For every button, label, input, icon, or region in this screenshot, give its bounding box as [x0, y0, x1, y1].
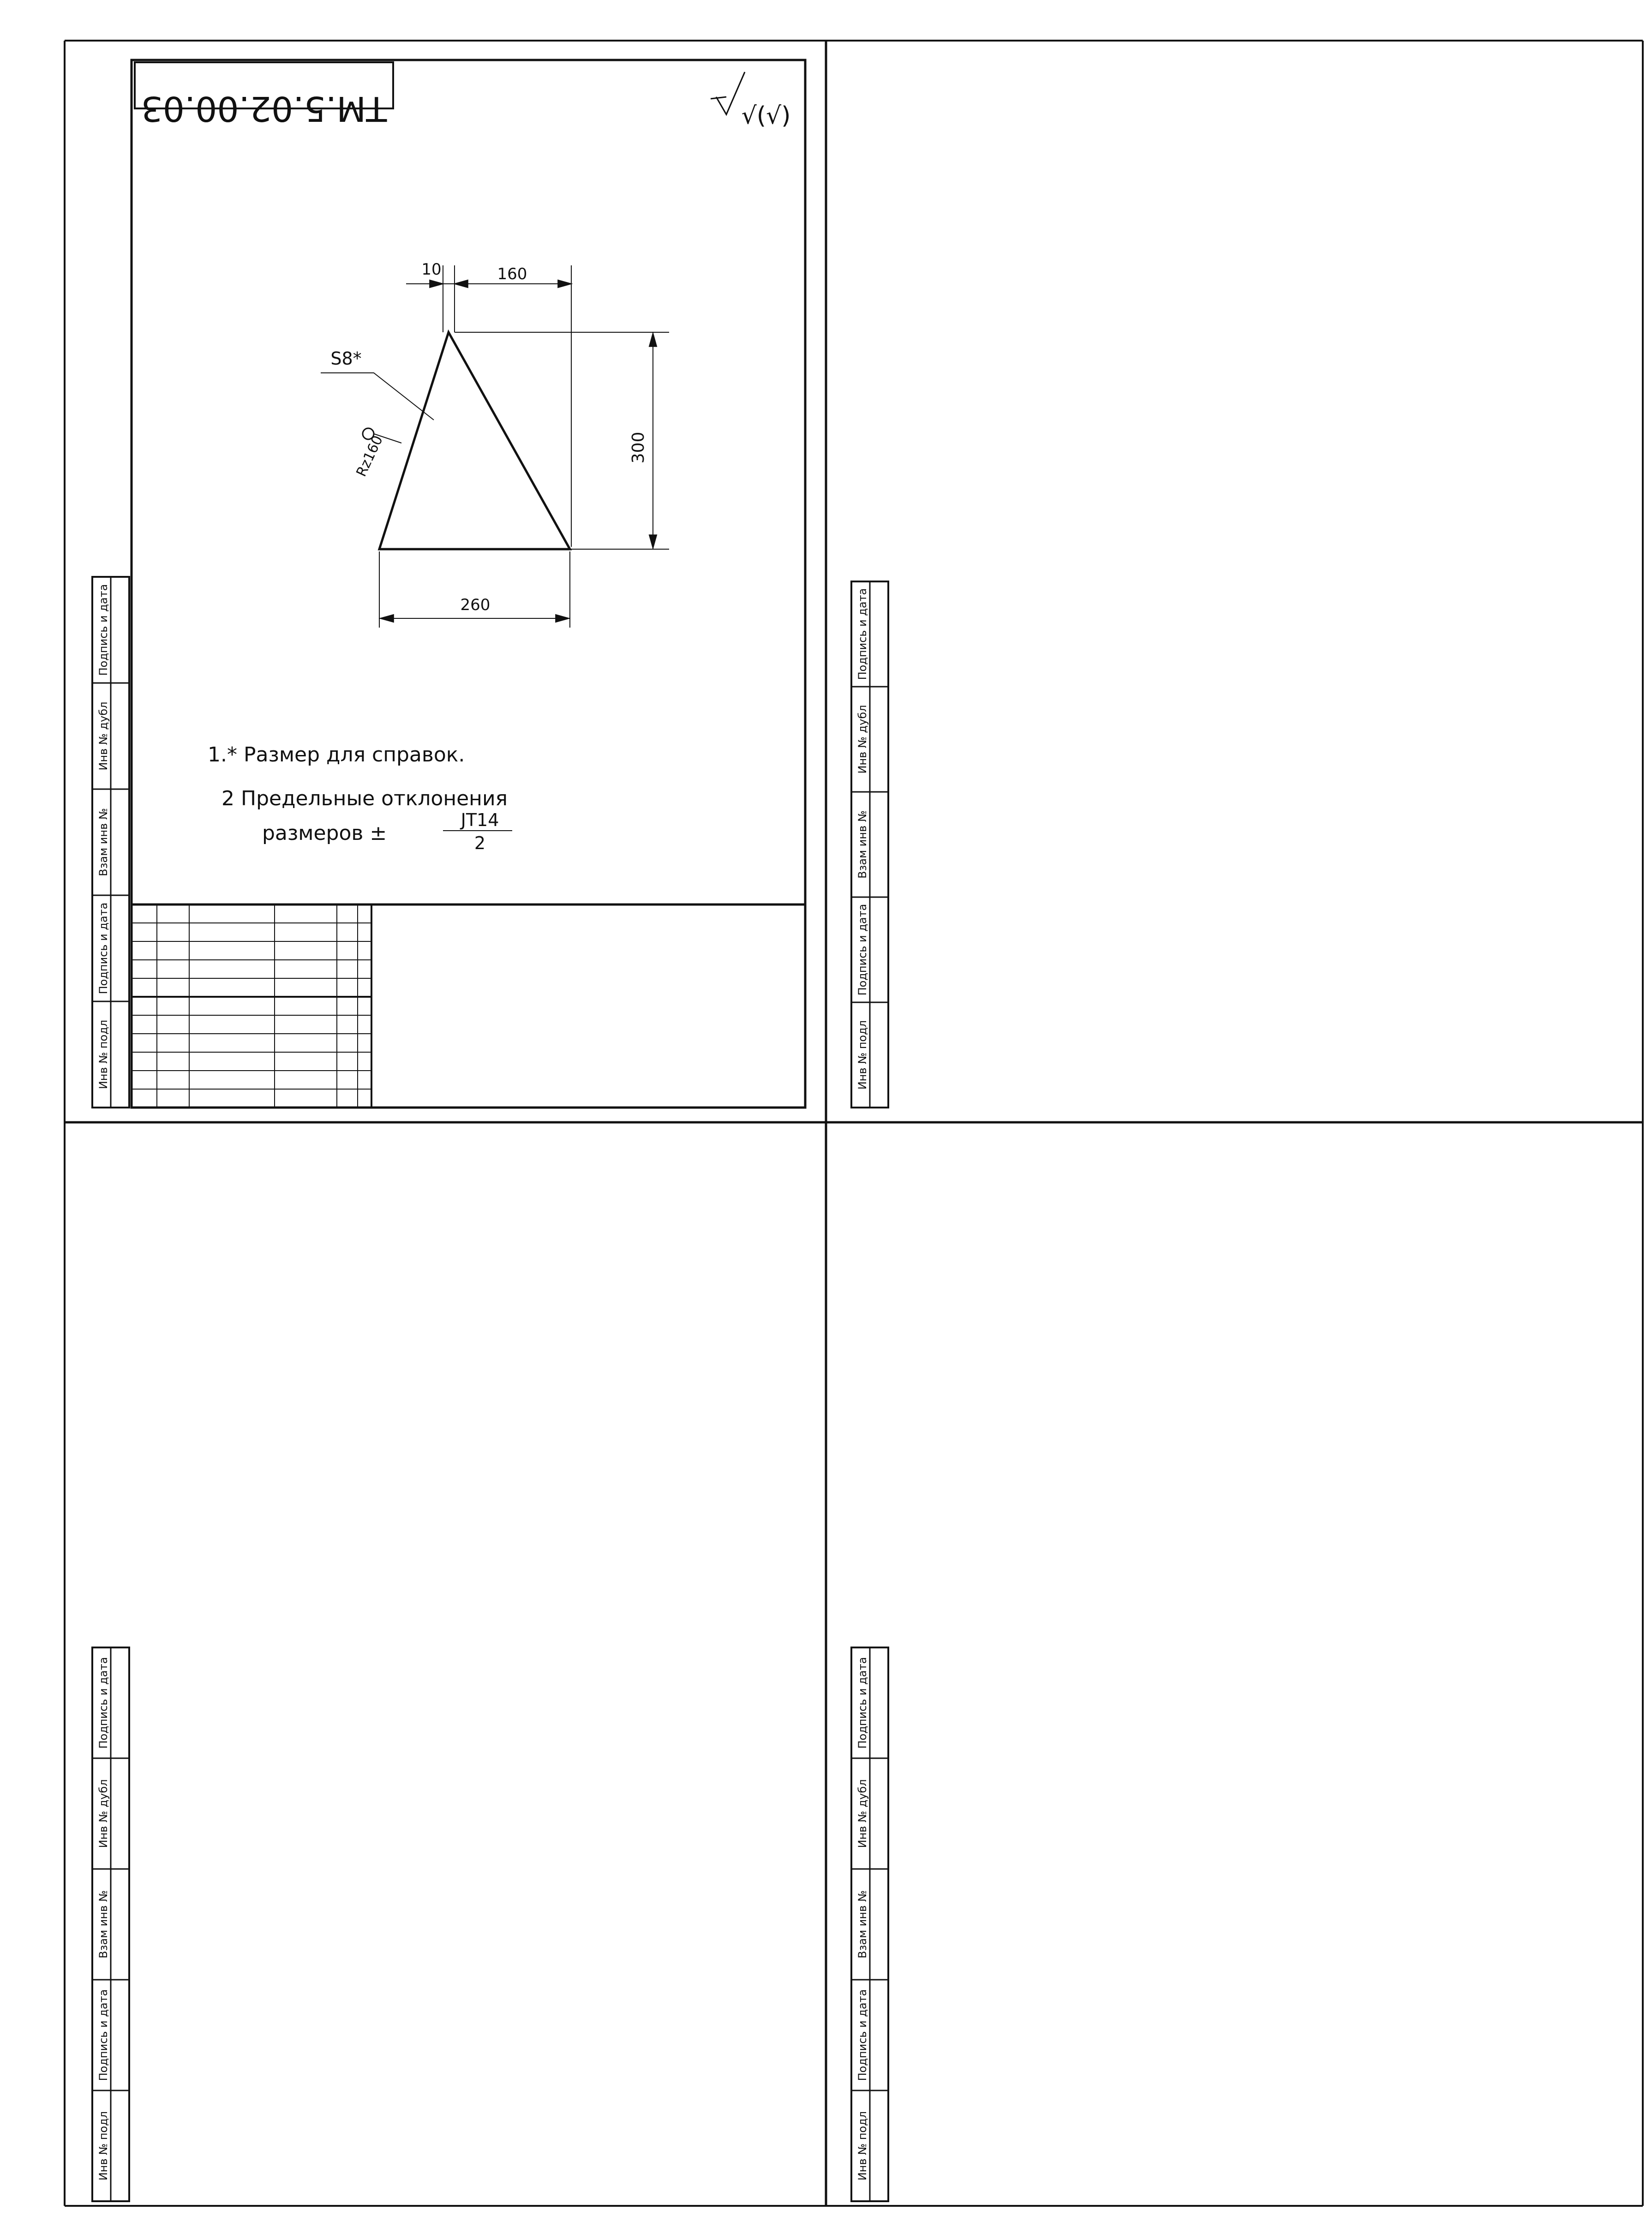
tolerance-denominator: 2 — [474, 833, 486, 853]
side-strip-label: Подпись и дата — [97, 584, 110, 676]
side-strip-label: Инв № дубл — [97, 701, 110, 771]
side-strip-label: Инв № дубл — [856, 705, 869, 774]
note-2: 2 Предельные отклонения — [221, 787, 508, 810]
side-strip-label: Взам инв № — [97, 808, 110, 876]
dim-10: 10 — [421, 260, 442, 279]
side-strip-label: Инв № дубл — [97, 1779, 110, 1848]
side-strip-label: Подпись и дата — [97, 902, 110, 994]
side-strip-label: Инв № подл — [97, 2111, 110, 2181]
side-strip-label: Взам инв № — [856, 810, 869, 879]
tolerance-numerator: JT14 — [461, 810, 499, 830]
thickness-s8: S8* — [330, 348, 362, 369]
side-strip-label: Инв № подл — [856, 2111, 869, 2181]
side-strip-label: Инв № дубл — [856, 1779, 869, 1848]
side-strip-label: Взам инв № — [856, 1890, 869, 1958]
q1-top-stamp-code: ТМ.5.02.00.03 — [141, 89, 387, 128]
side-strip-label: Подпись и дата — [856, 904, 869, 996]
note-1: 1.* Размер для справок. — [208, 743, 465, 767]
dim-260: 260 — [460, 596, 491, 614]
side-strip-label: Подпись и дата — [856, 1657, 869, 1749]
side-strip-label: Подпись и дата — [97, 1989, 110, 2081]
dim-300: 300 — [629, 431, 648, 464]
side-strip-label: Взам инв № — [97, 1890, 110, 1958]
side-strip-label: Подпись и дата — [856, 588, 869, 680]
note-2-cont: размеров ± — [262, 821, 387, 845]
side-strip-label: Подпись и дата — [856, 1989, 869, 2081]
roughness-label: √(√) — [741, 102, 791, 130]
side-strip-label: Инв № подл — [97, 1019, 110, 1090]
side-strip-label: Подпись и дата — [97, 1657, 110, 1749]
roughness-rz: Rz160 — [353, 433, 386, 479]
side-strip-label: Инв № подл — [856, 1020, 869, 1090]
dim-160: 160 — [497, 265, 527, 283]
